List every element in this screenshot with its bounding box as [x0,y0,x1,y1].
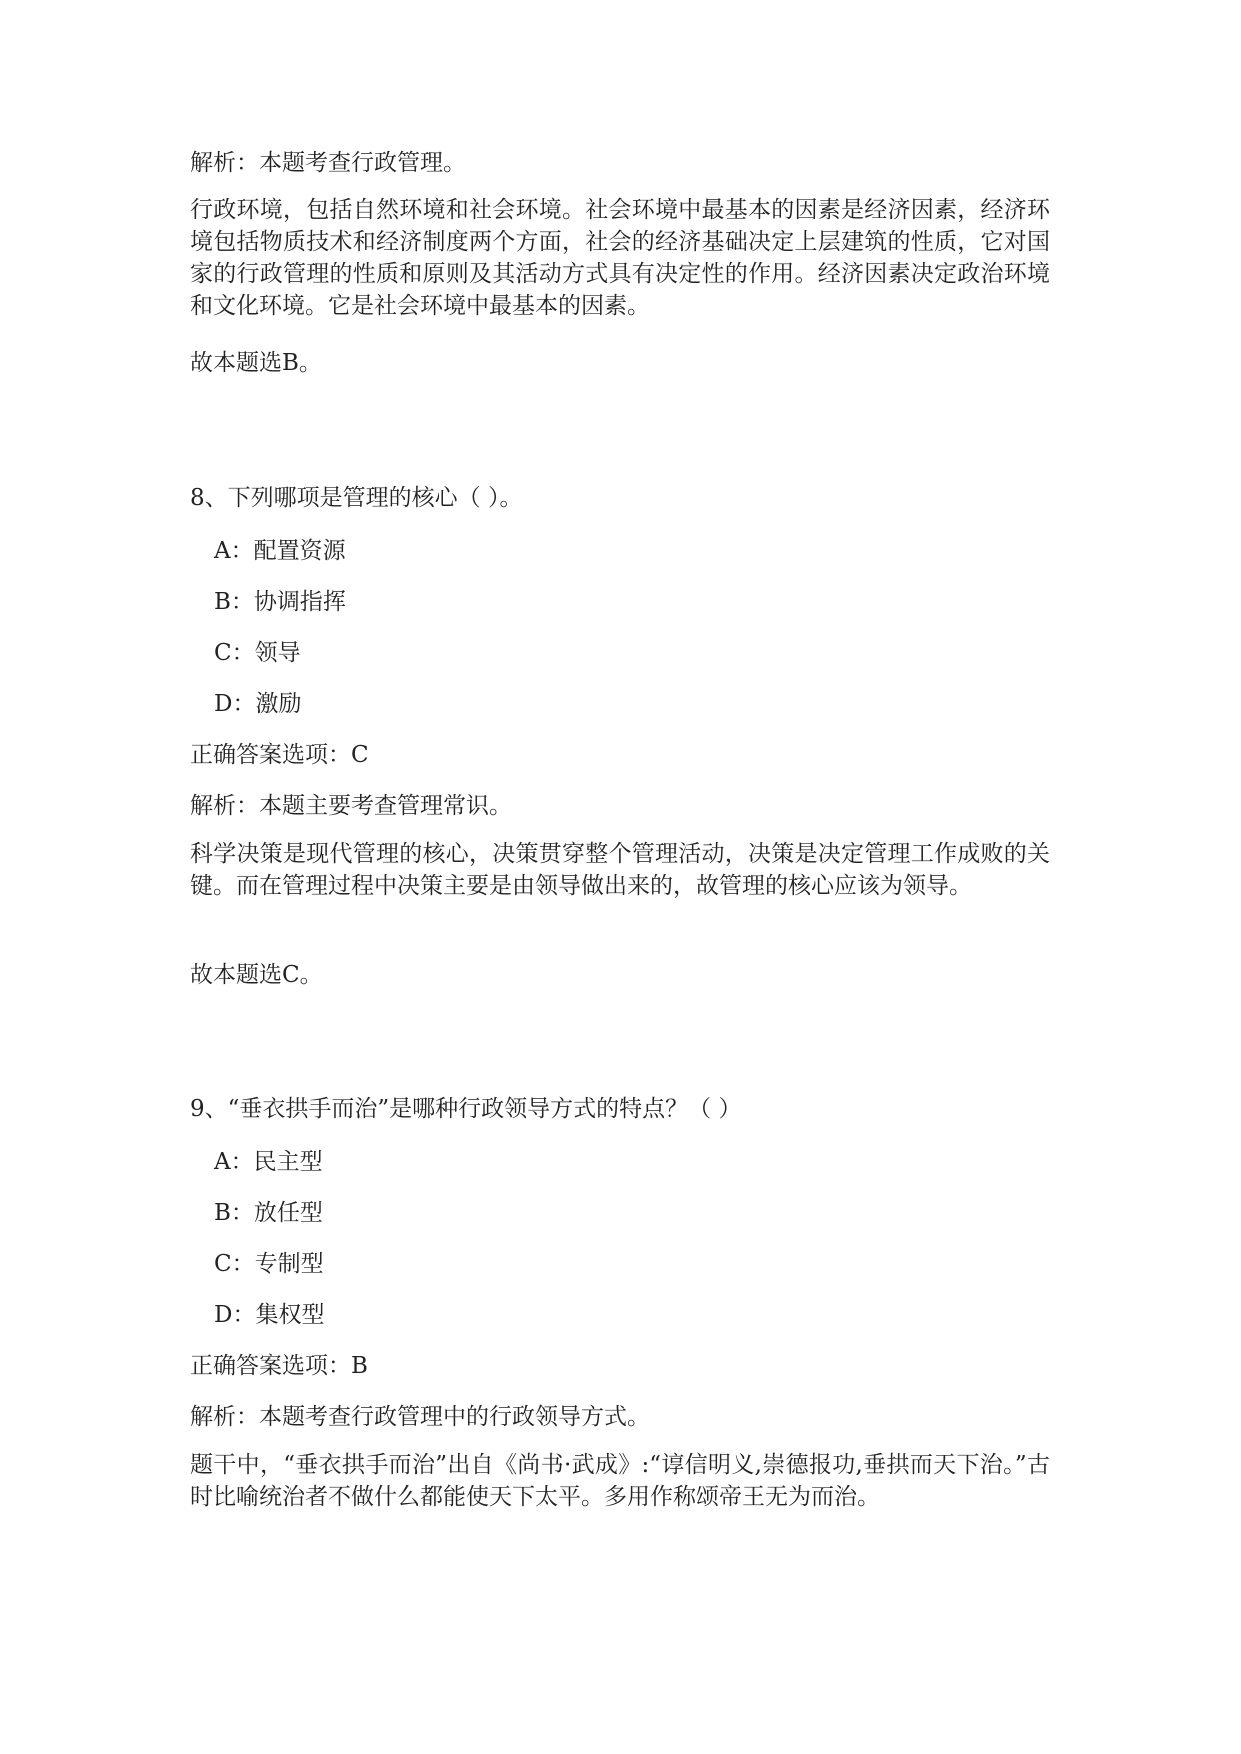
q9-stem: 9、“垂衣拱手而治”是哪种行政领导方式的特点？（ ） [190,1096,742,1122]
q8-analysis-label: 解析：本题主要考查管理常识。 [190,793,512,819]
q8-stem: 8、下列哪项是管理的核心（ ）。 [190,485,523,511]
option-key: A： [214,538,254,564]
q7-analysis-label: 解析：本题考查行政管理。 [190,150,466,176]
q9-analysis-label: 解析：本题考查行政管理中的行政领导方式。 [190,1404,650,1430]
option-text: 放任型 [253,1200,323,1226]
q8-option-a [214,536,346,567]
option-text: 领导 [254,640,301,666]
option-key: D： [214,1302,256,1328]
q7-conclusion: 故本题选B。 [190,350,322,376]
option-key: B： [214,589,254,615]
q9-explanation: 题干中，“垂衣拱手而治”出自《尚书·武成》:“谆信明义,崇德报功,垂拱而天下治。”古时比喻统治者不做什么都能使天下太平。多用作称颂帝王无为而治。 [190,1452,1050,1510]
q8-option-b [214,587,346,618]
q8-option-c [214,638,301,669]
q8-answer: 正确答案选项：C [190,742,369,768]
option-key: D： [214,691,256,717]
option-text: 配置资源 [253,538,346,564]
option-text: 协调指挥 [253,589,346,615]
q9-answer: 正确答案选项：B [190,1353,368,1379]
option-text: 民主型 [253,1149,323,1175]
option-text: 集权型 [255,1302,325,1328]
q9-option-a [214,1147,323,1178]
q8-conclusion: 故本题选C。 [190,962,323,988]
option-text: 专制型 [254,1251,324,1277]
option-key: B： [214,1200,254,1226]
q8-explanation: 科学决策是现代管理的核心，决策贯穿整个管理活动，决策是决定管理工作成败的关键。而在管理过程中决策主要是由领导做出来的，故管理的核心应该为领导。 [190,841,1050,899]
option-text: 激励 [255,691,302,717]
option-key: A： [214,1149,254,1175]
option-key: C： [214,1251,255,1277]
option-key: C： [214,640,255,666]
q7-explanation: 行政环境，包括自然环境和社会环境。社会环境中最基本的因素是经济因素，经济环境包括物质技术和经济制度两个方面，社会的经济基础决定上层建筑的性质，它对国家的行政管理的性质和原则及其活动方式具有决定性的作用。经济因素决定政治环境和文化环境。它是社会环境中最基本的因素。 [190,197,1050,319]
q9-option-c [214,1249,324,1280]
q9-option-d [214,1300,324,1331]
q8-option-d [214,689,301,720]
q9-option-b [214,1198,323,1229]
document-page [190,0,1050,1754]
